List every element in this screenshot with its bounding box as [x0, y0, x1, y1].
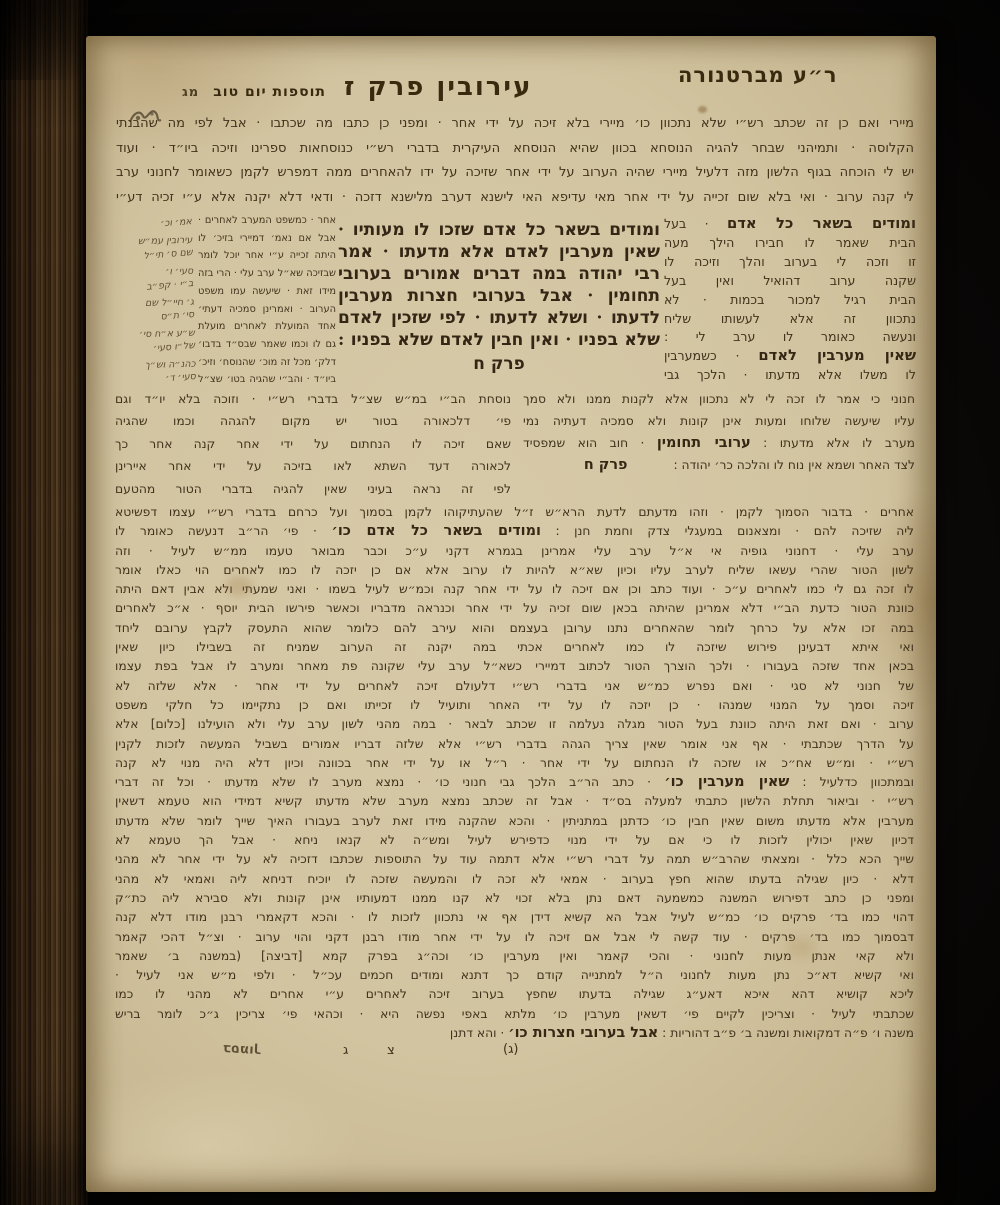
mishnah-text-block — [338, 219, 660, 351]
text-line: דלא · כיון שגילה בדעתו שהוא חפץ בערוב · אמאי לא זכה לו והמעשה שזכה לו יוכיח דניחא ליה ואמאי לא מהני — [115, 871, 914, 886]
text-line — [523, 432, 915, 454]
text-line: יש לי הוכחה בגוף הלשון מזה דלעיל מיירי שהיה הערוב על ידי אחר שזיכה על ידו להאחרים ממה דמפרש לקמן כשאומר לחנוני ערב — [116, 165, 914, 180]
text-segment: ליה שזיכה להם · ומצאנום במעגלי צדק וחמת חנן : — [540, 524, 914, 539]
text-line: ומודים בשאר כל אדם שזכו לו מעותיו · — [338, 220, 660, 240]
text-line: ערב עלי · דחנוני גופיה אי א״ל ערב עלי אמרינן בגמרא דקני ע״כ וכבר מבואר טעמו ממ״ש לעיל · וזה — [115, 543, 914, 558]
text-segment: · כשמערבין — [664, 348, 759, 364]
text-segment: ובמתכוון כדלעיל : — [789, 775, 914, 790]
text-line: לו זכה גם לי כמו לאחרים ע״כ · ועוד כתב וכן אם זיכה לו על ידי אחר קנה וכמ״ש לעיל בשמו · ואני שמעתי ולא אבין דאם היתה — [115, 582, 914, 597]
handwritten-margin-notes — [90, 217, 196, 390]
text-line: שאין מערבין לאדם אלא מדעתו · אמר — [338, 242, 660, 262]
text-line: שייך הכא כלל · ומצאתי שהרב״ש תמה על דברי רש״י אלא דתמה עוד על התוספות שכתבו דזכיה לא על ידי אחר לא מהני — [115, 852, 914, 867]
text-line: היתה זכייה ע״י אחר יוכל לומר — [198, 250, 336, 262]
text-line: חנוני כי אמר לו זכה לי לא נתכוון אלא לקנות ממנו ולא סמך — [523, 392, 915, 406]
text-segment: מערב לו אלא מדעתו : — [750, 436, 916, 450]
text-line: על הדרך שכתבתי · אף אני אומר שאין צריך הגהה בדברי רש״י אלא שלזה דבריו אמורים בשביל המעשה לזכות לקנין — [115, 736, 914, 751]
commentary-side-column — [198, 212, 336, 389]
text-line: גם לו וכמו שאמר שבס״ד בדבו׳ — [198, 338, 336, 350]
text-segment: משנה ו׳ פ״ה דמקואות ומשנה ב׳ פ״ב דהוריות : — [658, 1026, 914, 1041]
text-line: של חנוני לא סגי · ואם נפרש כמ״ש אני בדברי רש״י דלעולם זיכה לאחרים על ידי אחר · אלא שלזה לא — [115, 678, 914, 693]
text-line — [523, 454, 915, 476]
text-line: תחומין · אבל בערובי חצרות מערבין — [338, 286, 660, 306]
text-segment: · כתב הר״ב הלכך גבי חנוני כו׳ · נמצא מערב לו שלא מדעתו · וכל זה דברי — [115, 775, 665, 790]
text-line: במה זכו אלא על כרחך לומר שהאחרים נתנו ערובן בעצמם והוא עירב להם כלומר שהוא התעסק לקבץ ערובם ליחד — [115, 620, 914, 635]
text-line: אחר · כמשפט המערב לאחרים · — [198, 215, 336, 226]
header-tosafot-yomtov-title — [182, 84, 326, 100]
text-line: זו וזכה לי בערוב והלך וזיכה לו — [664, 253, 916, 269]
footer-mark-a: צ — [387, 1043, 395, 1058]
page — [86, 36, 936, 1192]
text-segment: · פי׳ הר״ב דנעשה כאומר לו — [115, 524, 332, 539]
text-line: ונעשה כאומר לו ערב לי : — [664, 329, 916, 345]
text-line: של״ו סעי׳ — [152, 340, 196, 355]
text-line: ביו״ד · והב״י שהגיה בטו׳ שצ״ל — [198, 374, 336, 386]
text-line: ב״י · קפ״ב — [146, 278, 194, 293]
text-line — [664, 215, 916, 234]
text-line: אחד המועלת לאחרים מועלת — [198, 321, 336, 333]
text-line: לכאורה דעד השתא לאו בזיכה על ידי אחר איירינן — [115, 459, 511, 474]
text-line: זיכה וסמך על המנוי שמנהו · כן יזכה לו על ידי האחר ותועיל לו זכייתו ואם כן נתקיימו כל חלקי משפט — [115, 697, 914, 712]
text-line: הקלוסה · ותמיהני שבחר להגיה הנוסחא בכוון שהיא הנוסחא העיקרית בדברי רש״י כנוסחאות ספרינו וזיכה ביו״ד · ועוד — [116, 140, 914, 156]
text-line: דכיון שאין יכולין לזכות לו כי אם על ידי מנוי כדפירש לעיל ומש״ה לא קנאו ניחא · אבל הך טעמא לא — [115, 833, 914, 848]
lemma-catchword: ומודים בשאר כל אדם — [726, 215, 916, 232]
lemma-catchword: ומודים בשאר כל אדם כו׳ — [331, 523, 541, 540]
folio-mark: מג — [182, 85, 200, 100]
text-line: סעי׳ ו׳ — [165, 265, 194, 277]
quire-signature: (ג) — [503, 1042, 519, 1057]
text-line: אמ׳ וכ׳ — [160, 216, 193, 230]
lemma-catchword: שאין מערבין לאדם — [758, 347, 916, 365]
text-line: הערוב · ואמרינן סמכיה דעתי׳ — [198, 303, 336, 315]
text-line: מידו זאת · שיעשה עמו משפט — [198, 285, 336, 297]
text-line: לשון הטור שהרי עשאו שליח לערב עליו וכיון שא״א להיות לו ערוב אלא אם כן יזכה לו כמו לאחרים הוי כאלו אומר — [115, 562, 914, 577]
text-line: מערבין אלא מדעתו משום שאין חבין כו׳ כדתנן במתניתין · והכא שהקנה מידו זאת לערב בעבורו האיך שייך לומר שלא מדעתו — [115, 813, 914, 828]
text-line: רש״י · ומ״ש אח״כ או שזכה לו הנחתום על ידי אחר · ר״ל או על ידי אחר בכוונה וכיון דלא היה מנוי לא קנה — [115, 755, 914, 770]
text-line: דהוי כמו בד׳ פרקים כו׳ כמ״ש לעיל אבל הא קשיא דידן אף אי נתכוון לזכות לו · והכא דקאמרי רבנן מודו דלא קנה — [115, 910, 914, 925]
text-line: שבזיכה שא״ל ערב עלי · הרי בזה — [198, 268, 336, 280]
tosafot-top-block — [116, 112, 914, 210]
lemma-catchword: פרק ח — [583, 457, 628, 473]
text-line: ואי איתא דבעינן פירוש שיזכה לו כמו לאחרים אכתי במה יקנה זה הערוב שמניח זה בשבילו כיון שאין — [115, 640, 914, 655]
text-line: ערוב · ואם זאת היתה כוונת בעל הטור מגלה נעלמה זו שכתב לבאר · במה מהני לשון ערב עלי ולא הועילנו [כלום] אלא — [115, 717, 914, 732]
bartenura-column-upper — [664, 215, 916, 385]
text-line: הבית רגיל למכור בכמות · לא — [664, 291, 916, 307]
text-line: דלק׳ מכל זה מוכ׳ שהנוסח׳ וזיכ׳ — [198, 356, 336, 368]
text-segment: לצד האחר ושמא אין נוח לו והלכה כר׳ יהודה : — [673, 458, 915, 472]
text-line: ומפני כן כתב דפירוש המשנה כמשמעה דאם נתן בלא זכוי לא קנו ממנו דמעותיו אינן קונות ולא סבירא ליה כת״ק — [115, 890, 914, 905]
text-line: דבסמוך כמו בד׳ פרקים · עוד קשה לי אבל אם זיכה לו על ידי אחר מודו רבנן דקני והוי ערוב · וצ״ל דהכי קאמר — [115, 929, 914, 944]
paper-stain — [698, 106, 707, 113]
text-line: שלא בפניו · ואין חבין לאדם שלא בפניו : — [338, 330, 660, 350]
text-line: לדעתו · ושלא לדעתו · לפי שזכין לאדם — [338, 308, 660, 328]
text-line: ליכא קושיא דהא איכא דאע״ג שגילה בדעתו שחפץ בערוב זיכה לאחרים ע״י אחרים לא מהני לו כמו — [115, 987, 914, 1002]
lemma-catchword: אבל בערובי חצרות כו׳ — [508, 1025, 659, 1042]
text-line: הבית שאמר לו חבירו הילך מעה — [664, 234, 916, 250]
chapter-heading: פרק ח — [473, 354, 525, 374]
book-spine — [0, 0, 88, 1205]
text-line: שאם זיכה לו הנחתום על ידי אחר קנה אחר כך — [115, 436, 511, 451]
text-line: אחרים · בדבור הסמוך לקמן · וזהו מדעתם לדעת הרא״ש ז״ל שהעתיקוהו לקמן בסמוך ועל כרחם בדברי רש״י עצמו דפשיטא — [115, 505, 914, 519]
tosafot-mid-column — [115, 388, 511, 500]
paper-stain — [786, 936, 816, 958]
text-line: כוונת הטור כדעת הב״י דלא אמרינן שהיתה בכאן שום זכיה על ידי אחר וכנראה מדבריו וכאשר פירשו הבית יוסף · א״כ לאחרים — [115, 601, 914, 616]
text-line: עירובין עמ״ש — [137, 234, 193, 247]
text-line: נוסחת הב״י במ״ש שצ״ל בדברי רש״י · וזוכה בלא יו״ד וגם — [115, 392, 511, 406]
text-segment: · והא דתנן — [449, 1026, 509, 1041]
lemma-catchword: שאין מערבין כו׳ — [664, 774, 790, 791]
header-left-text: תוספות יום טוב — [213, 84, 326, 100]
text-line — [115, 773, 914, 792]
text-line: אבל אם נאמ׳ דמיירי בזיכ׳ לו — [198, 232, 336, 244]
paper-stain — [226, 576, 252, 596]
adjacent-page-edge — [934, 30, 964, 1195]
header-bartenura-title: ר״ע מברטנורה — [678, 62, 838, 87]
bartenura-column-lower — [523, 388, 915, 476]
text-line: כהנ״ה וש״ך — [144, 358, 196, 371]
text-line: רש״י · וביאור תחלת הלשון כתבתי למעלה בס״ד · אבל זה שכתב נמצא מערב שלא מדעתו קשיא דמידי הוא טעמא דשאין — [115, 794, 914, 809]
text-line: שם ס׳ תי״ל — [143, 247, 194, 262]
text-line — [115, 522, 914, 541]
page-title-tractate-chapter: עירובין פרק ז — [344, 72, 533, 102]
footer-mark-b: ג — [343, 1043, 349, 1058]
text-segment: · חוב הוא שמפסיד — [523, 436, 657, 450]
text-line: שקנה ערוב דהואיל ואין בעל — [664, 272, 916, 288]
text-line: ג׳ חיי״ל שם — [144, 296, 195, 309]
text-line: פי׳ דלכאורה בטור יש מקום להגהה וכמו שהגיה — [115, 414, 511, 429]
text-line: ולא קאי אנתן מעות לחנוני · והכי קאמר ואין מערבין כו׳ וכה״ג בפרק קמא [דביצה] (במשנה ב׳ שאמר — [115, 948, 914, 963]
text-line: לפי זה נראה בעיני שאין להגיה בדברי הטור מהטעם — [115, 481, 511, 496]
text-line: לו משלו אלא מדעתו · הלכך גבי — [664, 367, 916, 383]
text-line — [664, 347, 916, 366]
text-segment: · בעל — [664, 216, 727, 231]
text-line: מיירי ואם כן זה שכתב רש״י שלא נתכוון כו׳ מיירי בלא זיכה על ידי אחר · ומפני כן כתבו מה שכתבו · אבל לפי מה שהבנתי — [116, 116, 914, 131]
footer-marks — [115, 1040, 914, 1070]
text-line: לי קנה ערוב · ואי בלא שום זכייה על ידי אחר מאי עדיפא האי לישנא דערב מלישנא דזכה · ודאי דלא יקנה אלא ע״י זכיה דע״י — [116, 189, 914, 205]
text-line: עליו שיעשה שלוחו ומעות אינן קונות ולא סמכיה דעתיה נמי — [523, 414, 915, 428]
text-line: שכתבתי לעיל · וצריכין לקיים פי׳ דשאין מערבין כו׳ מלתא באפי נפשה היא · וכהאי פי׳ צריכין ג״כ לומר בריש — [115, 1006, 914, 1021]
catchword: בסמוך — [222, 1041, 262, 1058]
text-line: רבי יהודה במה דברים אמורים בערובי — [338, 264, 660, 284]
text-line: נתכוון זה אלא לעשותו שליח — [664, 310, 916, 326]
lemma-catchword: ערובי תחומין — [656, 435, 751, 451]
text-line: ש״ע א״ח סי׳ — [138, 327, 195, 340]
text-line: בכאן אחד שזכה בעבורו · ולכך הוצרך הטור לכתוב דמיירי כשא״ל ערב עלי שקונה פת מאחר ומערב לו אבל בפת עצמו — [115, 659, 914, 674]
text-line: סעי׳ ד׳ — [165, 370, 197, 385]
text-line: סי׳ ת״ס — [160, 309, 195, 323]
text-line: ואי קשיא דא״כ נתן מעות לחנוני ה״ל למתנייה קודם כך דתנא ומודים חכמים עכ״ל · ולפי מ״ש אני לעיל · — [115, 968, 914, 983]
